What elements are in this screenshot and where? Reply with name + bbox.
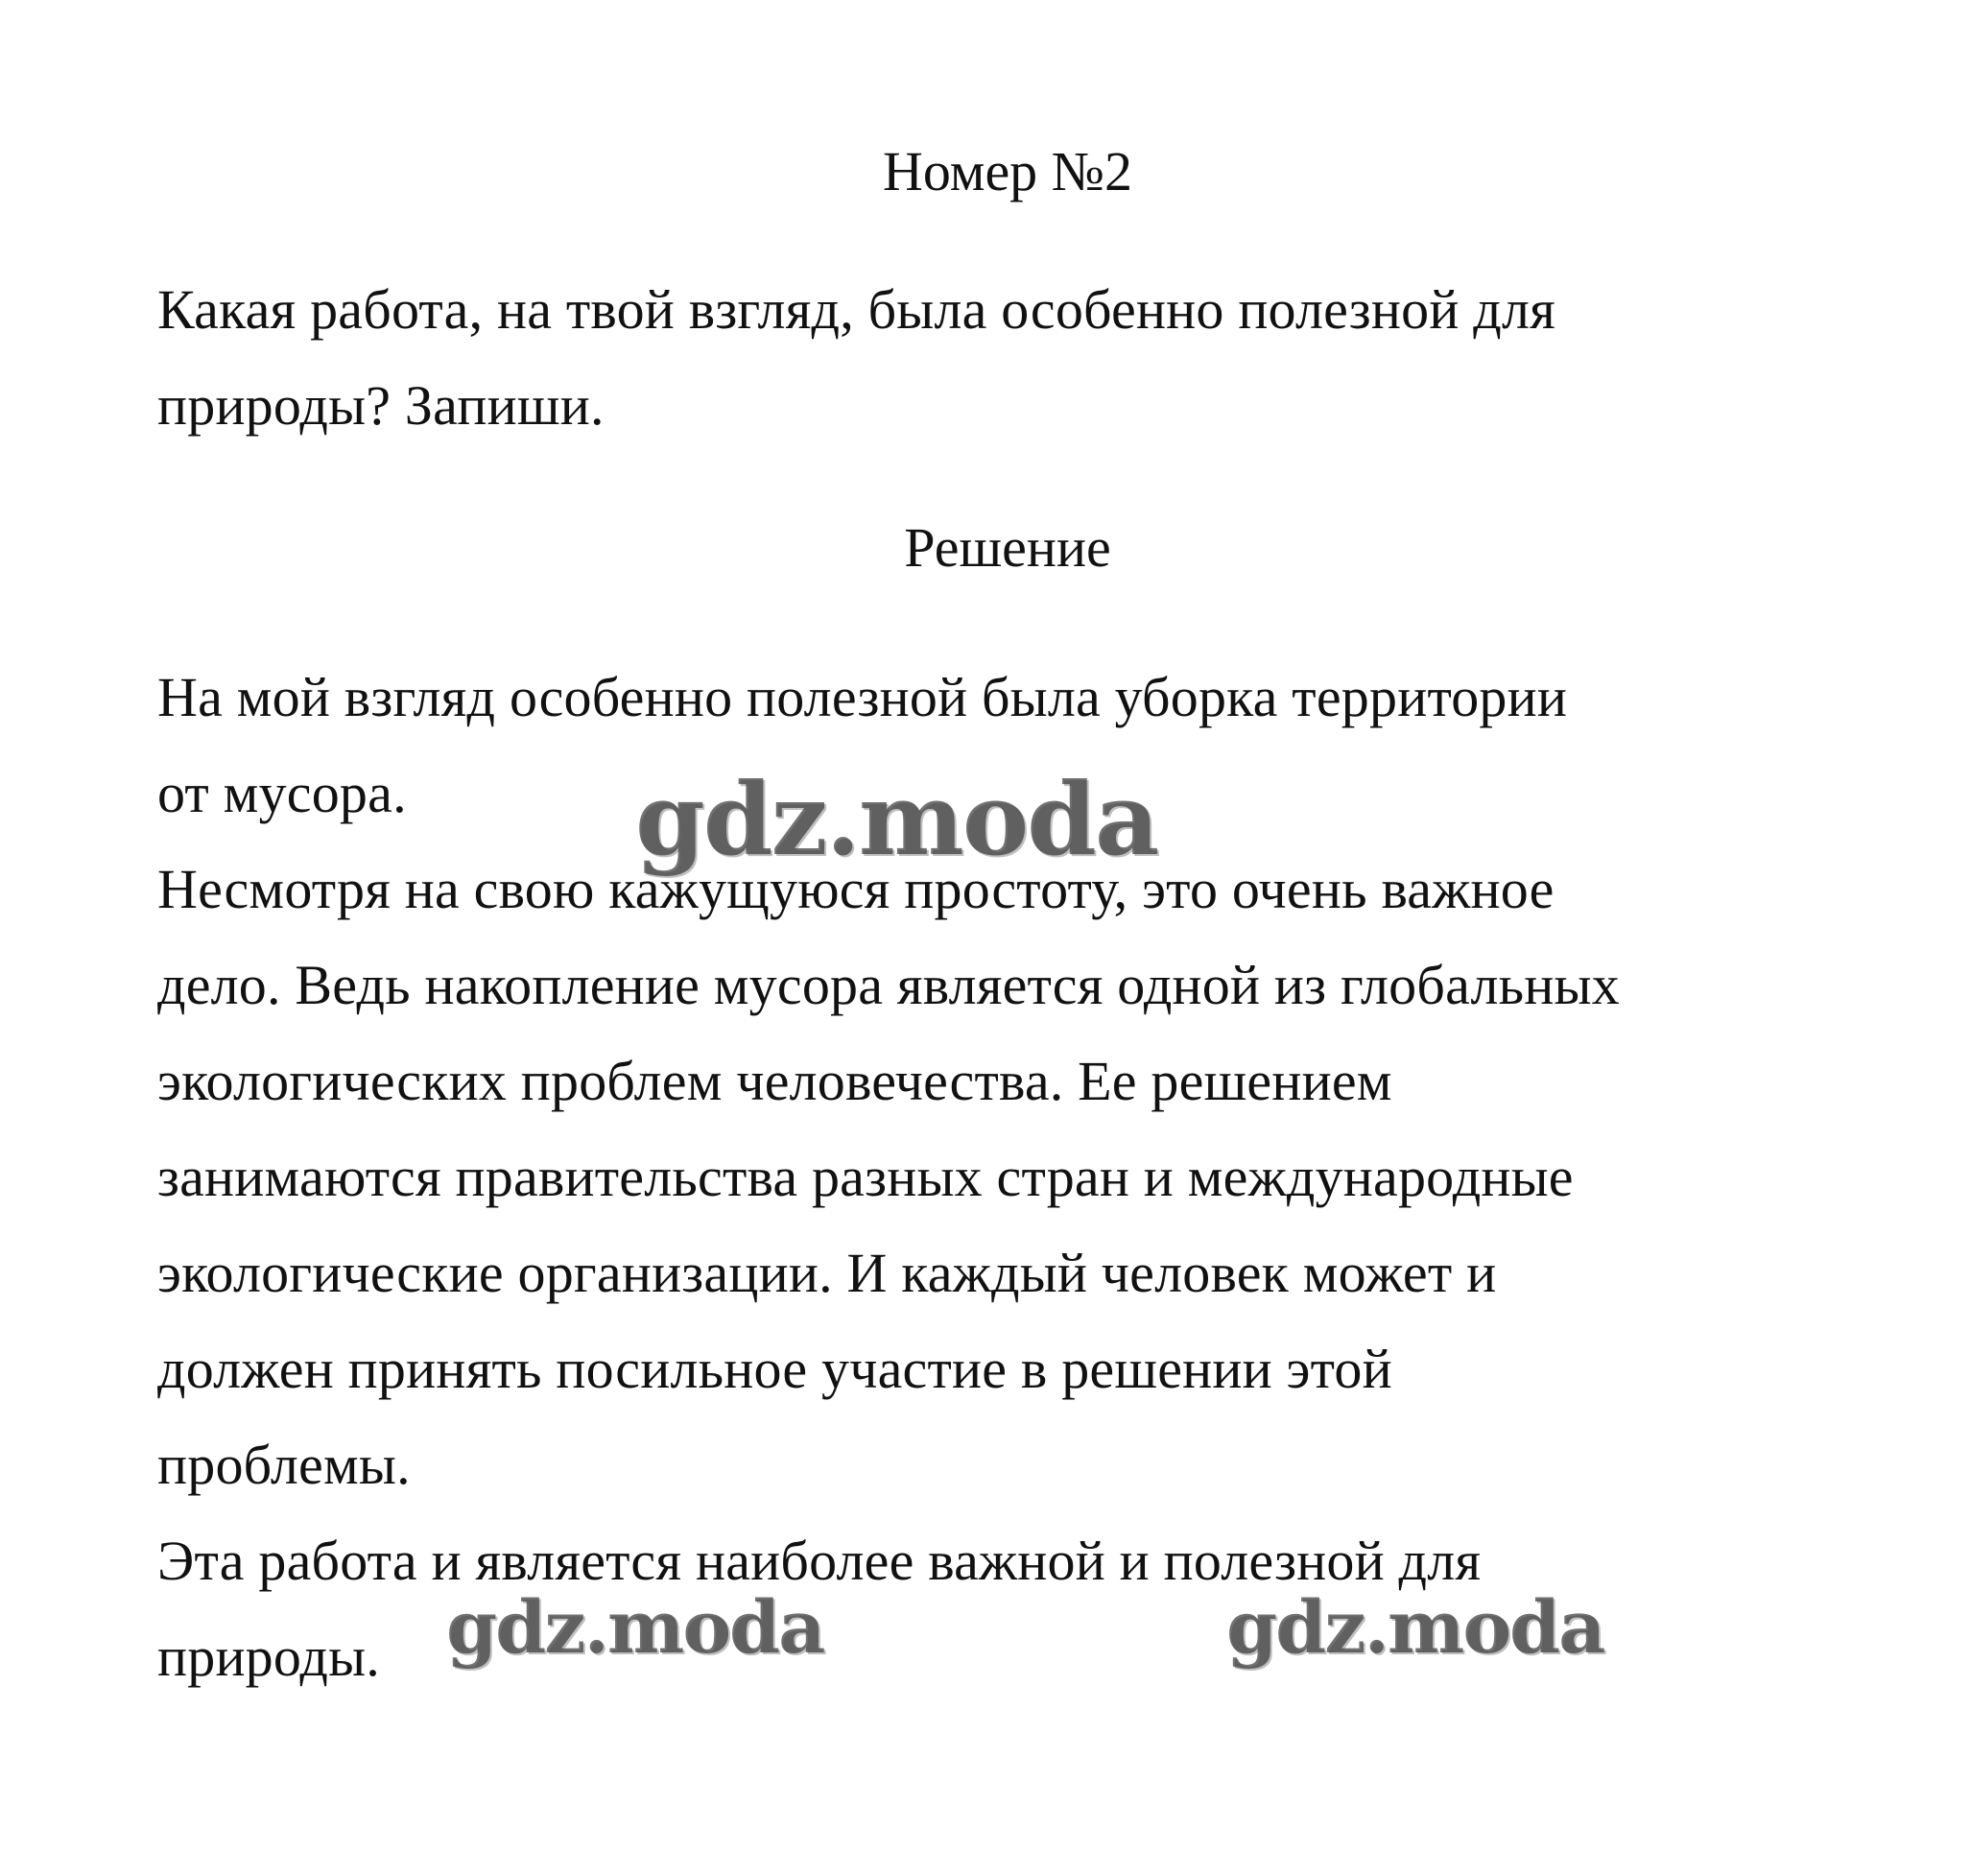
page-title: Номер №2 xyxy=(882,140,1133,202)
answer-line: Эта работа и является наиболее важной и полезной для xyxy=(157,1530,1482,1592)
answer-line: от мусора. xyxy=(157,762,407,824)
answer-line: проблемы. xyxy=(157,1434,411,1496)
question-line: природы? Запиши. xyxy=(157,374,605,437)
answer-line: экологических проблем человечества. Ее решением xyxy=(157,1050,1392,1112)
answer-line: экологические организации. И каждый человек может и xyxy=(157,1242,1497,1304)
solution-heading: Решение xyxy=(904,516,1111,579)
answer-line: должен принять посильное участие в решении этой xyxy=(157,1338,1392,1400)
answer-line: Несмотря на свою кажущуюся простоту, это очень важное xyxy=(157,858,1555,920)
question-paragraph xyxy=(157,262,1961,454)
question-line: Какая работа, на твой взгляд, была особенно полезной для xyxy=(157,278,1556,341)
answer-line: занимаются правительства разных стран и международные xyxy=(157,1146,1574,1208)
answer-line: На мой взгляд особенно полезной была уборка территории xyxy=(157,666,1568,728)
watermark: gdz.moda xyxy=(1226,1584,1604,1670)
answer-line: природы. xyxy=(157,1626,380,1688)
watermark: gdz.moda xyxy=(446,1584,824,1670)
watermark: gdz.moda xyxy=(635,760,1158,878)
answer-line: дело. Ведь накопление мусора является одной из глобальных xyxy=(157,954,1620,1016)
